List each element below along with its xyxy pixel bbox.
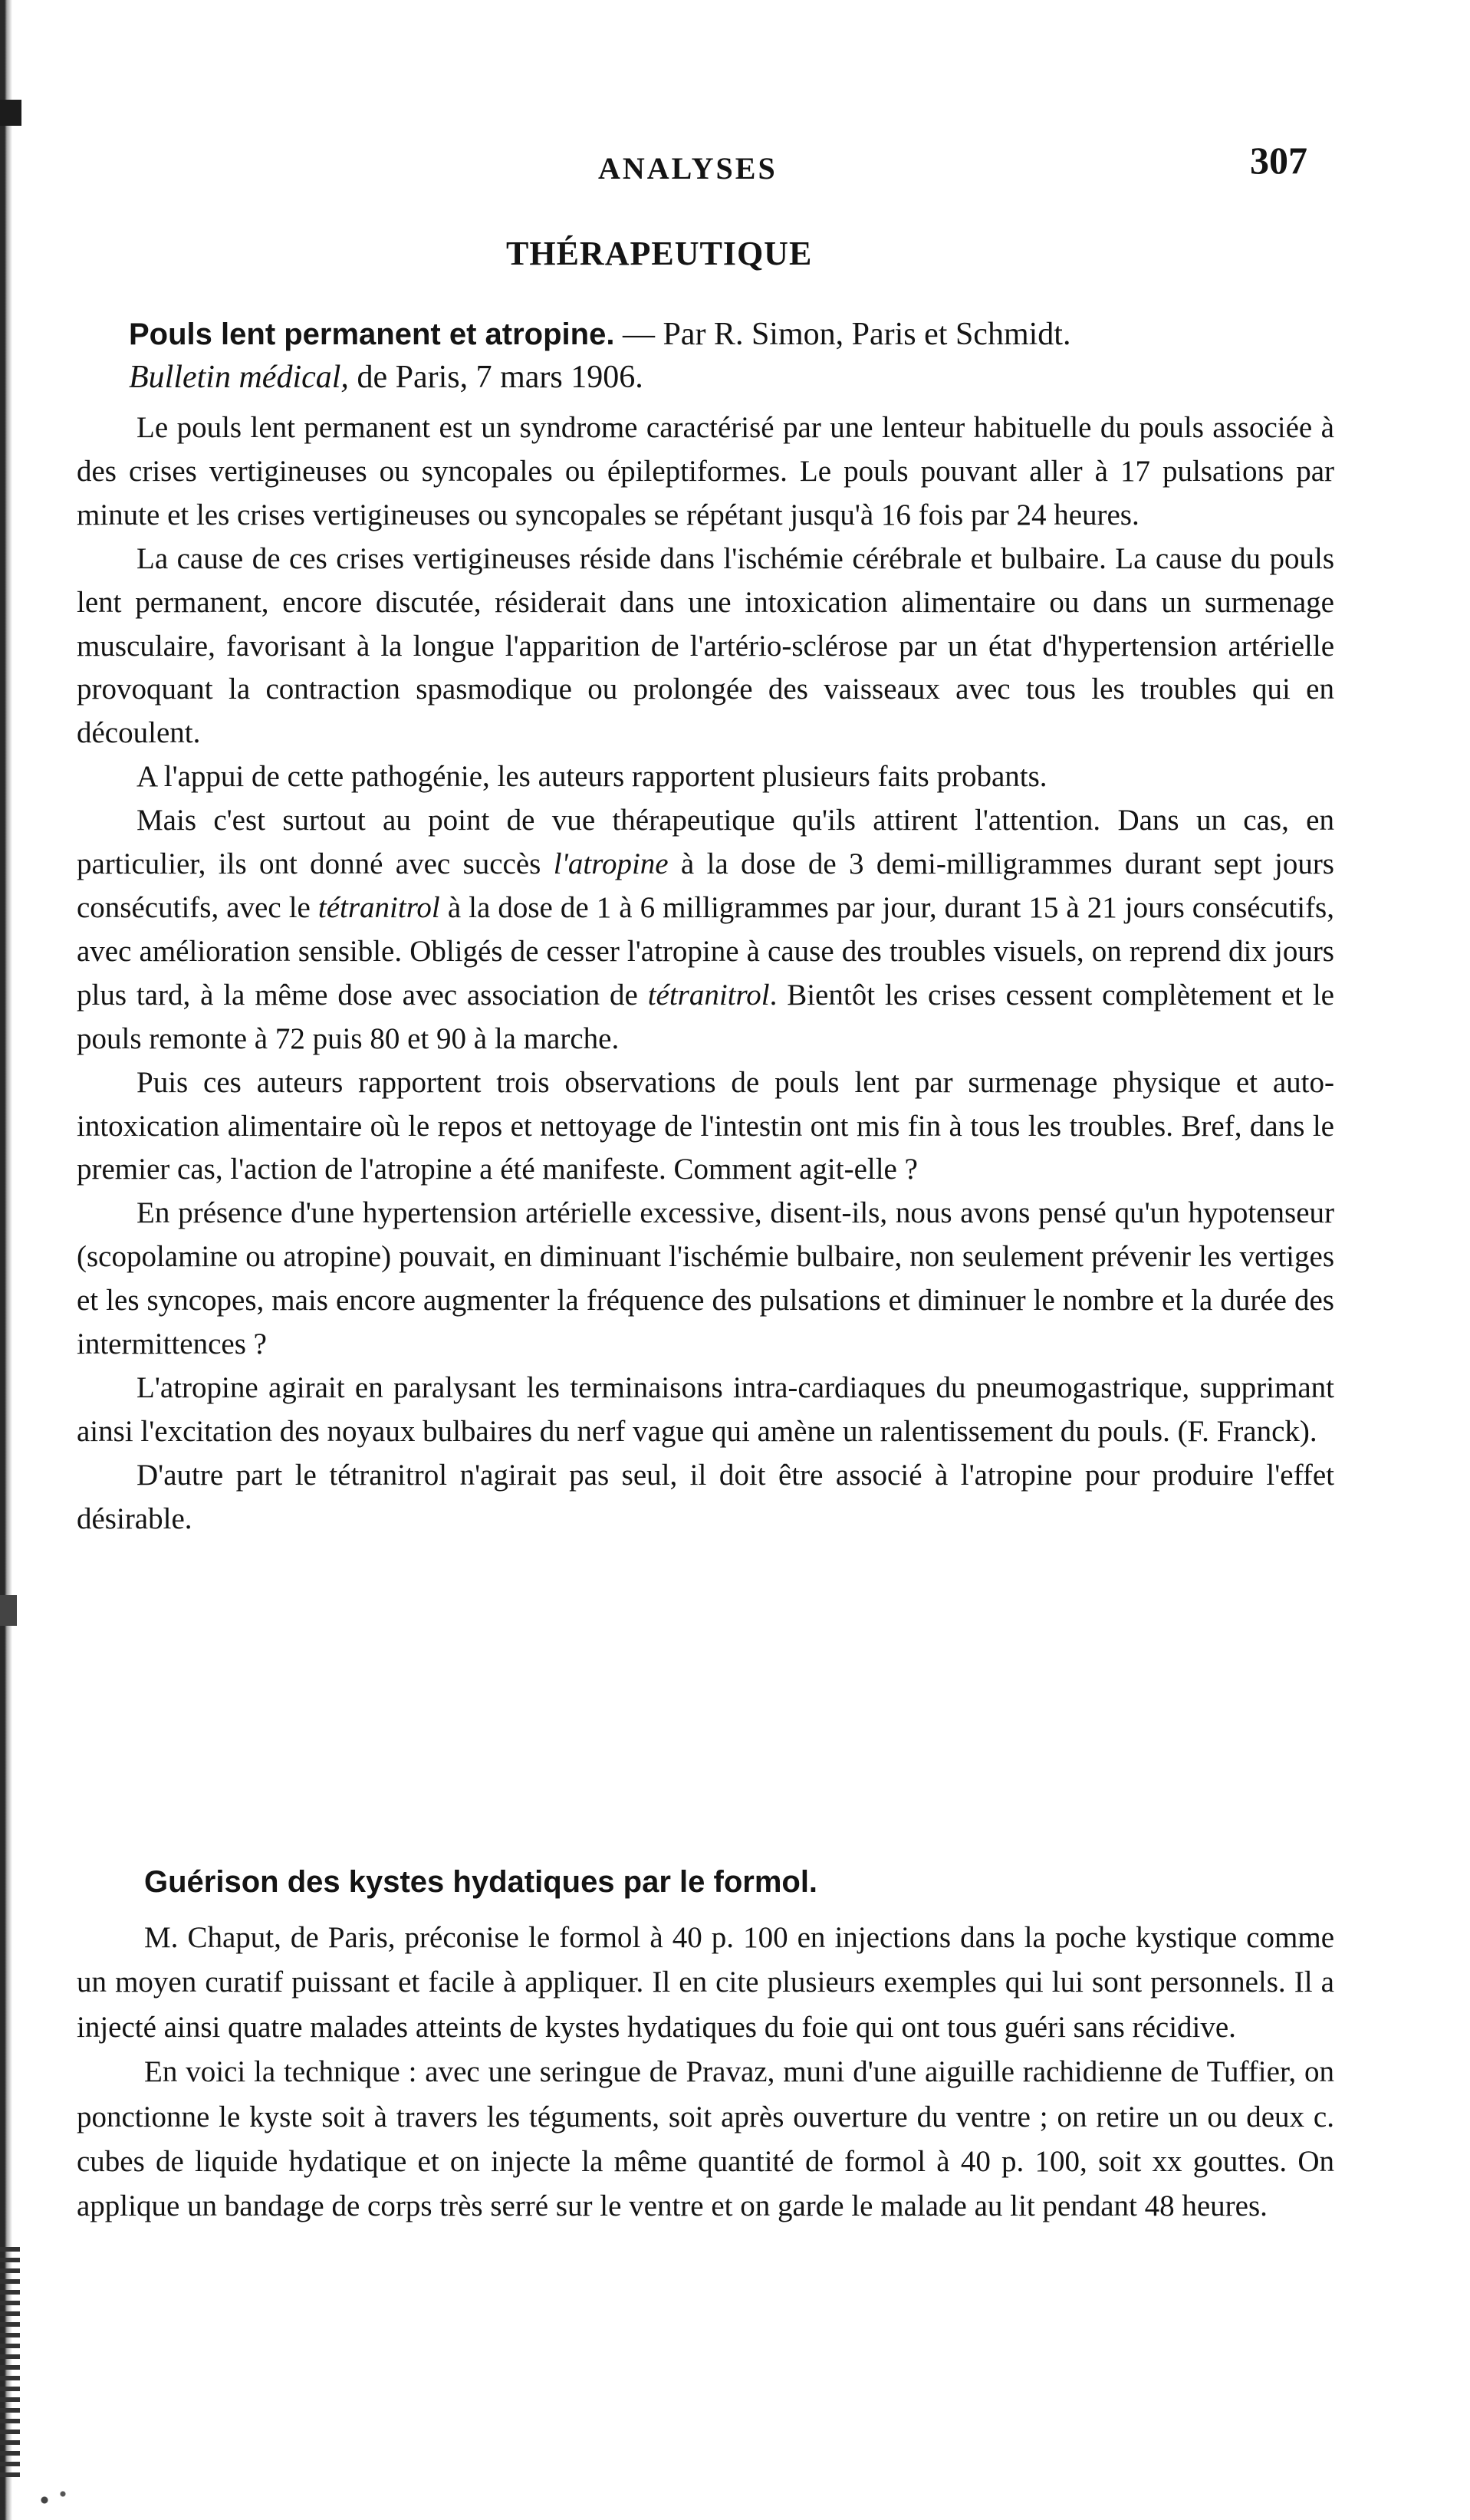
article-body <box>77 406 1334 1541</box>
italic-term: tétranitrol <box>317 890 440 924</box>
article-heading: Guérison des kystes hydatiques par le formol. <box>144 1865 818 1899</box>
binding-mark <box>0 100 21 126</box>
italic-term: l'atropine <box>553 847 669 881</box>
page-number: 307 <box>1250 139 1307 182</box>
section-heading: THÉRAPEUTIQUE <box>506 235 813 272</box>
article-source-journal: Bulletin médical, <box>129 360 349 395</box>
paragraph: Le pouls lent permanent est un syndrome caractérisé par une lenteur habituelle du pouls associée à des crises vertigineuses ou syncopales ou épileptiformes. Le pouls pouvant aller à 17 pulsations par minute et les crises vertigineuses ou syncopales se répétant jusqu'à 16 fois par 24 heures. <box>77 411 1334 531</box>
page-binding-edge <box>0 0 12 2520</box>
paragraph: L'atropine agirait en paralysant les terminaisons intra-cardiaques du pneumogastrique, supprimant ainsi l'excitation des noyaux bulbaires du nerf vague qui amène un ralentissement du pouls. (F. Franck). <box>77 1370 1334 1448</box>
paragraph-text: . Bientôt les crises cessent complètement et le pouls remonte à 72 puis 80 et 90 à la marche. <box>77 978 1334 1055</box>
paragraph: D'autre part le tétranitrol n'agirait pas seul, il doit être associé à l'atropine pour produire l'effet désirable. <box>77 1458 1334 1535</box>
binding-mark <box>0 2247 20 2477</box>
binding-mark <box>0 1595 17 1626</box>
paragraph: Puis ces auteurs rapportent trois observations de pouls lent par surmenage physique et auto-intoxication alimentaire où le repos et nettoyage de l'intestin ont mis fin à tous les troubles. Bref, dans le premier cas, l'action de l'atropine a été manifeste. Comment agit-elle ? <box>77 1065 1334 1186</box>
running-head: ANALYSES <box>598 151 778 186</box>
print-speckle <box>31 2485 77 2515</box>
paragraph-text: à la dose de 1 à 6 milligrammes par jour, durant 15 à 21 jours consécutifs, avec amélioration sensible. Obligés de cesser l'atropine à cause des troubles visuels, on reprend dix jours plus tard, à la même dose avec association de <box>77 890 1334 1012</box>
article-body <box>77 1916 1334 2229</box>
article-source-date: de Paris, 7 mars 1906. <box>348 360 643 395</box>
paragraph: En voici la technique : avec une seringue de Pravaz, muni d'une aiguille rachidienne de Tuffier, on ponctionne le kyste soit à travers les téguments, soit après ouverture du ventre ; on retire un ou deux c. cubes de liquide hydatique et on injecte la même quantité de formol à 40 p. 100, soit xx gouttes. On applique un bandage de corps très serré sur le ventre et on garde le malade au lit pendant 48 heures. <box>77 2055 1334 2223</box>
paragraph-text: Mais c'est surtout au point de vue thérapeutique qu'ils attirent l'attention. Dans un cas, en particulier, ils ont donné avec succès <box>77 804 1334 881</box>
paragraph <box>77 799 1334 1061</box>
paragraph: A l'appui de cette pathogénie, les auteurs rapportent plusieurs faits probants. <box>136 760 1047 794</box>
article-heading <box>129 313 1333 399</box>
paragraph: En présence d'une hypertension artérielle excessive, disent-ils, nous avons pensé qu'un hypotenseur (scopolamine ou atropine) pouvait, en diminuant l'ischémie bulbaire, non seulement prévenir les vertiges et les syncopes, mais encore augmenter la fréquence des pulsations et diminuer le nombre et la durée des intermittences ? <box>77 1196 1334 1361</box>
paragraph: La cause de ces crises vertigineuses réside dans l'ischémie cérébrale et bulbaire. La cause du pouls lent permanent, encore discutée, résiderait dans une intoxication alimentaire ou dans un surmenage musculaire, favorisant à la longue l'apparition de l'artério-sclérose par un état d'hypertension artérielle provoquant la contraction spasmodique ou prolongée des vaisseaux avec tous les troubles qui en découlent. <box>77 541 1334 750</box>
article-byline: — Par R. Simon, Paris et Schmidt. <box>614 317 1071 352</box>
article-title: Pouls lent permanent et atropine. <box>129 317 615 351</box>
paragraph: M. Chaput, de Paris, préconise le formol à 40 p. 100 en injections dans la poche kystique comme un moyen curatif puissant et facile à appliquer. Il en cite plusieurs exemples qui lui sont personnels. Il a injecté ainsi quatre malades atteints de kystes hydatiques du foie qui ont tous guéri sans récidive. <box>77 1921 1334 2044</box>
italic-term: tétranitrol <box>647 978 770 1012</box>
paragraph-text: à la dose de 3 demi-milligrammes durant sept jours consécutifs, avec le <box>77 847 1334 924</box>
